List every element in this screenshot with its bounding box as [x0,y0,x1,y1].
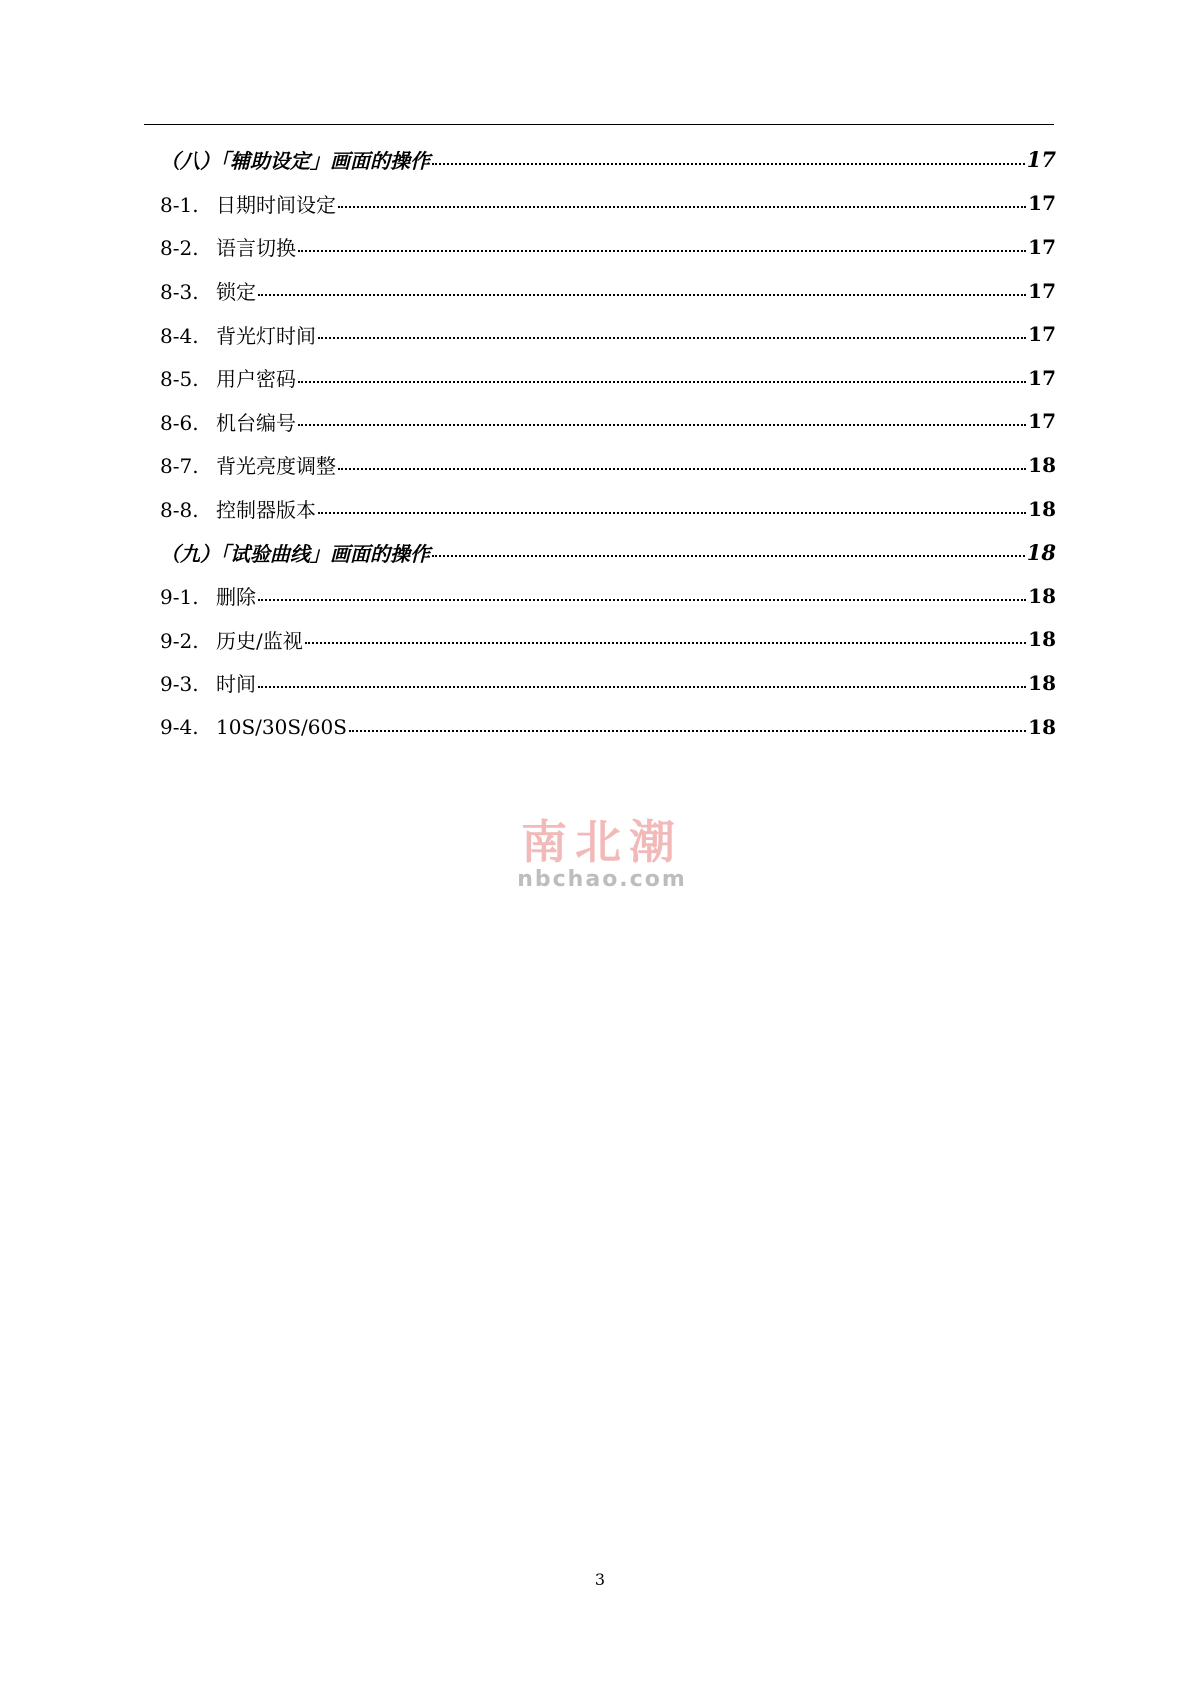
toc-entry-title [160,581,256,610]
toc-entry-label: （八）「辅助设定」画面的操作 [160,149,430,174]
toc-entry-page: 18 [1028,452,1056,477]
toc-dot-leader [338,206,1026,208]
toc-entry-page: 18 [1028,583,1056,608]
toc-entry-page: 17 [1028,322,1056,347]
toc-entry-number: 9-3. [160,672,199,697]
toc-entry-label: 删除 [216,585,256,610]
toc-entry-page: 17 [1028,191,1056,216]
toc-dot-leader [298,424,1026,426]
watermark-chinese-text: 南北潮 [521,815,683,869]
toc-entry-page: 18 [1026,539,1056,565]
toc-entry[interactable] [160,443,1056,487]
toc-entry-title [160,363,296,392]
toc-entry-title [160,145,430,174]
toc-entry-label: 锁定 [216,280,256,305]
toc-dot-leader [298,250,1026,252]
toc-entry-label: 时间 [216,672,256,697]
toc-entry-number: 8-6. [160,410,199,435]
toc-entry-label: 语言切换 [216,236,296,261]
toc-entry-title [160,276,256,305]
toc-entry-title [160,320,316,349]
toc-entry[interactable] [160,400,1056,444]
toc-dot-leader [318,337,1026,339]
toc-entry-number: 8-2. [160,236,199,261]
toc-entry-number: 8-4. [160,323,199,348]
toc-dot-leader [318,512,1026,514]
toc-entry[interactable] [160,705,1056,749]
toc-entry-number: 8-3. [160,280,199,305]
toc-entry-title [160,538,430,567]
toc-entry-page: 18 [1028,627,1056,652]
toc-entry-page: 17 [1026,147,1056,173]
toc-dot-leader [349,730,1026,732]
page-number: 3 [594,1570,606,1589]
toc-entry-label: 历史/监视 [216,628,303,653]
toc-dot-leader [258,599,1026,601]
toc-entry-label: 用户密码 [216,367,296,392]
table-of-contents [160,138,1056,748]
toc-entry[interactable] [160,225,1056,269]
toc-entry-label: 10S/30S/60S [216,714,347,739]
toc-entry-number: 9-4. [160,714,199,739]
toc-entry[interactable] [160,312,1056,356]
toc-entry-title [160,232,296,261]
toc-entry-page: 17 [1028,234,1056,259]
toc-entry-page: 17 [1028,365,1056,390]
toc-entry[interactable] [160,574,1056,618]
toc-dot-leader [338,468,1026,470]
toc-dot-leader [432,163,1025,165]
toc-entry-label: （九）「试验曲线」画面的操作 [160,541,430,566]
toc-dot-leader [432,555,1025,557]
toc-entry-title [160,494,316,523]
toc-entry-section-8[interactable] [160,138,1056,182]
toc-dot-leader [258,686,1026,688]
toc-entry[interactable] [160,618,1056,662]
toc-entry[interactable] [160,661,1056,705]
toc-entry-label: 背光灯时间 [216,323,316,348]
toc-entry[interactable] [160,356,1056,400]
toc-entry-label: 日期时间设定 [216,192,336,217]
toc-entry-title [160,450,336,479]
toc-entry-page: 18 [1028,496,1056,521]
toc-dot-leader [305,642,1026,644]
toc-entry-section-9[interactable] [160,530,1056,574]
header-rule [144,124,1054,125]
toc-entry-label: 机台编号 [216,410,296,435]
toc-entry-title [160,715,347,739]
toc-entry-number: 8-7. [160,454,199,479]
toc-entry-page: 18 [1028,714,1056,739]
watermark-logo [516,816,688,892]
toc-entry-title [160,407,296,436]
toc-entry-label: 控制器版本 [216,498,316,523]
toc-entry-number: 8-8. [160,498,199,523]
toc-entry-page: 17 [1028,278,1056,303]
toc-entry-number: 8-1. [160,192,199,217]
toc-entry-number: 8-5. [160,367,199,392]
toc-entry[interactable] [160,487,1056,531]
toc-entry-page: 17 [1028,409,1056,434]
toc-entry[interactable] [160,182,1056,226]
toc-entry-title [160,625,303,654]
toc-entry-title [160,668,256,697]
toc-entry[interactable] [160,269,1056,313]
toc-dot-leader [258,294,1026,296]
toc-entry-number: 9-2. [160,628,199,653]
toc-dot-leader [298,381,1026,383]
toc-entry-label: 背光亮度调整 [216,454,336,479]
toc-entry-page: 18 [1028,670,1056,695]
watermark-domain-text: nbchao.com [517,867,687,892]
toc-entry-title [160,189,336,218]
toc-entry-number: 9-1. [160,585,199,610]
